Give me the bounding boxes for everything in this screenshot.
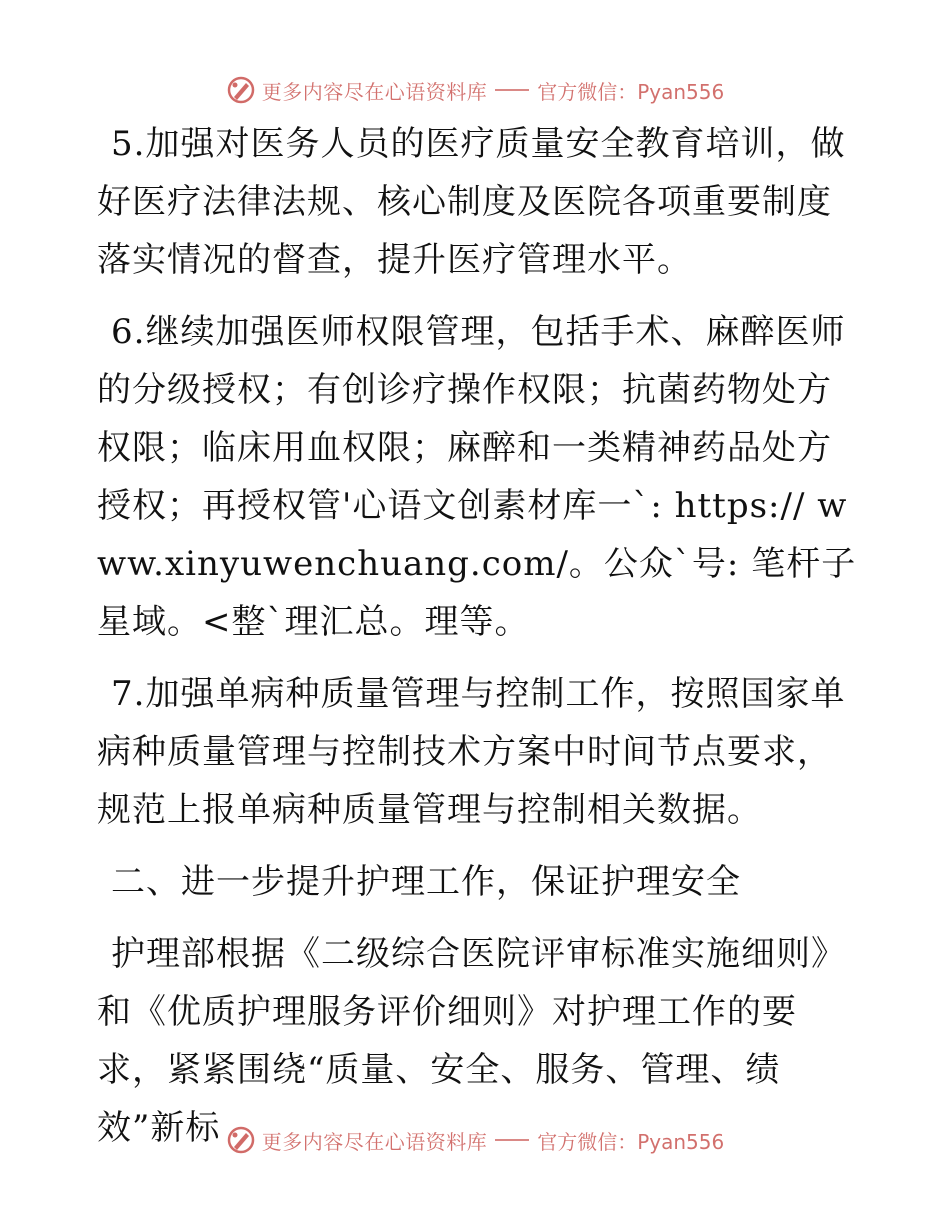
watermark-wechat-text: 官方微信：Pyan556 [537, 79, 725, 104]
footer-watermark [0, 1120, 950, 1160]
paragraph-item-5: 5.加强对医务人员的医疗质量安全教育培训，做好医疗法律法规、核心制度及医院各项重要制度落实情况的督查，提升医疗管理水平。 [97, 124, 846, 280]
paragraph-item-6: 6.继续加强医师权限管理，包括手术、麻醉医师的分级授权；有创诊疗操作权限；抗菌药物处方权限；临床用血权限；麻醉和一类精神药品处方授权；再授权管'心语文创素材库一`: https:// www.xinyuwenchuang.com/。公众`号: 笔杆子星域。<整`理汇总。理等。 [97, 312, 857, 642]
paragraph-item-7: 7.加强单病种质量管理与控制工作，按照国家单病种质量管理与控制技术方案中时间节点要求，规范上报单病种质量管理与控制相关数据。 [97, 674, 846, 830]
watermark-separator [495, 89, 529, 91]
watermark-brand-text: 更多内容尽在心语资料库 [261, 79, 488, 104]
watermark-wechat-text: 官方微信：Pyan556 [537, 1129, 725, 1154]
section-heading: 二、进一步提升护理工作，保证护理安全 [111, 862, 741, 902]
brand-logo-icon [226, 75, 256, 105]
paragraph-nursing: 护理部根据《二级综合医院评审标准实施细则》和《优质护理服务评价细则》对护理工作的要求，紧紧围绕“质量、安全、服务、管理、绩效”新标 [97, 934, 846, 1148]
brand-logo-icon [226, 1125, 256, 1155]
header-watermark [0, 70, 950, 110]
watermark-separator [495, 1139, 529, 1141]
document-body [97, 115, 857, 1171]
watermark-brand-text: 更多内容尽在心语资料库 [261, 1129, 488, 1154]
